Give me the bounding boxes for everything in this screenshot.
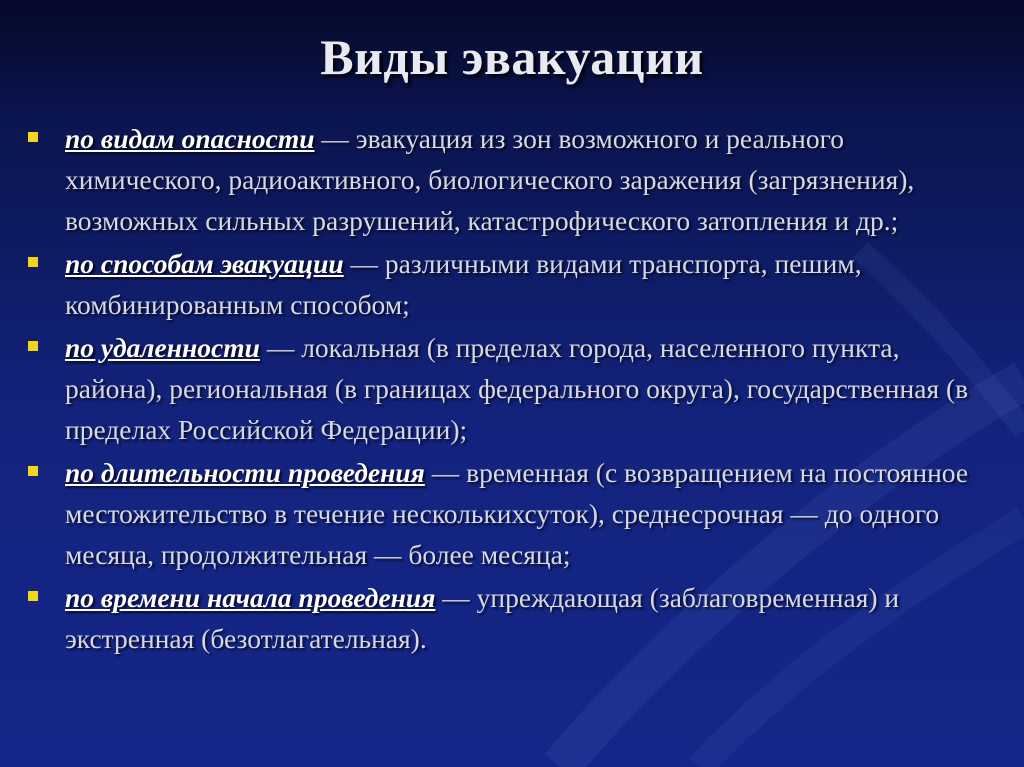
item-term: по удаленности (65, 332, 260, 363)
list-item (25, 577, 1000, 659)
item-term: по длительности проведения (65, 457, 425, 488)
bullet-list (25, 118, 1000, 661)
item-text: — временная (с возвращением на постоянное местожительство в течение несколькихсуток), среднесрочная — до одного месяца, продолжительная — более месяца; (65, 457, 969, 570)
list-item (25, 452, 1000, 575)
list-item (25, 327, 1000, 450)
item-text: — локальная (в пределах города, населенного пункта, района), региональная (в границах федерального округа), государственная (в пределах Российской Федерации); (65, 332, 969, 445)
square-bullet-icon (28, 466, 38, 476)
item-term: по времени начала проведения (65, 582, 436, 613)
square-bullet-icon (28, 591, 38, 601)
square-bullet-icon (28, 132, 38, 142)
item-text: — эвакуация из зон возможного и реального химического, радиоактивного, биологического заражения (загрязнения), возможных сильных разрушений, катастрофического затопления и др.; (65, 123, 915, 236)
list-item (25, 243, 1000, 325)
item-term: по видам опасности (65, 123, 315, 154)
list-item (25, 118, 1000, 241)
item-text: — различными видами транспорта, пешим, комбинированным способом; (65, 248, 862, 320)
square-bullet-icon (28, 257, 38, 267)
slide-title: Виды эвакуации (320, 29, 704, 85)
item-term: по способам эвакуации (65, 248, 344, 279)
item-text: — упреждающая (заблаговременная) и экстренная (безотлагательная). (65, 582, 900, 654)
square-bullet-icon (28, 341, 38, 351)
